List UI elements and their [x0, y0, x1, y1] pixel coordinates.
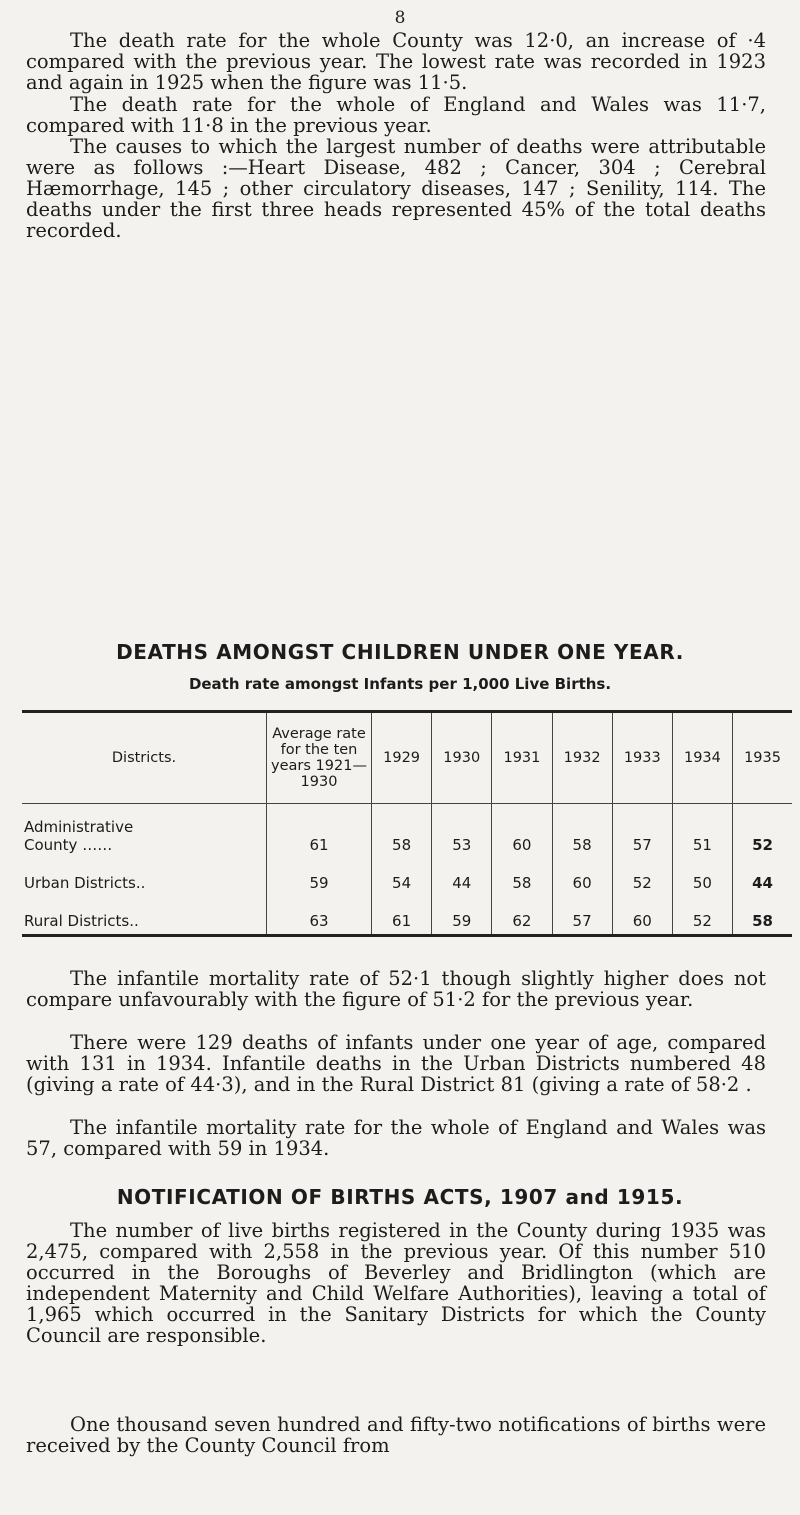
value-cell: 52 [672, 896, 732, 936]
section-heading-infant-deaths: DEATHS AMONGST CHILDREN UNDER ONE YEAR. [116, 640, 684, 664]
header-1930: 1930 [432, 712, 492, 804]
section-heading-notification: NOTIFICATION OF BIRTHS ACTS, 1907 and 1915. [116, 1185, 684, 1209]
paragraph-text: The infantile mortality rate of 52·1 though slightly higher does not compare unfavourably with the figure of 51·2 for the previous year. [26, 967, 766, 1011]
infant-death-rate-table [22, 710, 792, 937]
value-cell: 52 [612, 858, 672, 896]
table-row [22, 804, 792, 859]
header-average-rate: Average rate for the ten years 1921—1930 [267, 712, 372, 804]
value-cell: 60 [552, 858, 612, 896]
value-cell: 63 [267, 896, 372, 936]
table-row [22, 858, 792, 896]
value-cell: 44 [432, 858, 492, 896]
value-cell: 44 [733, 858, 792, 896]
paragraph-text: One thousand seven hundred and fifty-two notifications of births were received by the County Council from [26, 1413, 766, 1457]
table-caption: Death rate amongst Infants per 1,000 Live Births. [188, 675, 612, 693]
paragraph-notifications [26, 1414, 766, 1456]
value-cell: 59 [432, 896, 492, 936]
header-1933: 1933 [612, 712, 672, 804]
table-header-row [22, 712, 792, 804]
paragraph-text: The infantile mortality rate for the whole of England and Wales was 57, compared with 59 in 1934. [26, 1116, 766, 1160]
value-cell: 60 [612, 896, 672, 936]
paragraph-causes-of-death [26, 136, 766, 241]
paragraph-text: The number of live births registered in the County during 1935 was 2,475, compared with 2,558 in the previous year. Of this number 510 occurred in the Boroughs of Beverley and Bridlington (which are independent Maternity and Child Welfare Authorities), leaving a total of 1,965 which occurred in the Sanitary Districts for which the County Council are responsible. [26, 1219, 766, 1347]
value-cell: 57 [552, 896, 612, 936]
district-cell: Urban Districts.. [24, 874, 146, 892]
header-districts: Districts. [22, 712, 267, 804]
header-1932: 1932 [552, 712, 612, 804]
paragraph-infantile-rate [26, 968, 766, 1010]
value-cell: 62 [492, 896, 552, 936]
paragraph-text: The death rate for the whole County was 12·0, an increase of ·4 compared with the previous year. The lowest rate was recorded in 1923 and again in 1925 when the figure was 11·5. [26, 29, 766, 94]
paragraph-text: The death rate for the whole of England and Wales was 11·7, compared with 11·8 in the previous year. [26, 93, 766, 137]
value-cell: 58 [552, 804, 612, 859]
value-cell: 57 [612, 804, 672, 859]
header-1931: 1931 [492, 712, 552, 804]
value-cell: 60 [492, 804, 552, 859]
value-cell: 50 [672, 858, 732, 896]
paragraph-death-rate-county [26, 30, 766, 93]
header-1934: 1934 [672, 712, 732, 804]
header-1935: 1935 [733, 712, 792, 804]
paragraph-text: There were 129 deaths of infants under one year of age, compared with 131 in 1934. Infantile deaths in the Urban Districts numbered 48 (giving a rate of 44·3), and in the Rural District 81 (giving a rate of 58·2 . [26, 1031, 766, 1096]
header-1929: 1929 [372, 712, 432, 804]
paragraph-death-rate-england [26, 94, 766, 136]
table-row [22, 896, 792, 936]
paragraph-live-births [26, 1220, 766, 1346]
paragraph-text: The causes to which the largest number of deaths were attributable were as follows :—Heart Disease, 482 ; Cancer, 304 ; Cerebral Hæmorrhage, 145 ; other circulatory diseases, 147 ; Senility, 114. The deaths under the first three heads represented 45% of the total deaths recorded. [26, 135, 766, 242]
value-cell: 58 [492, 858, 552, 896]
value-cell: 61 [267, 804, 372, 859]
value-cell: 53 [432, 804, 492, 859]
value-cell: 58 [372, 804, 432, 859]
paragraph-england-infantile [26, 1117, 766, 1159]
value-cell: 54 [372, 858, 432, 896]
value-cell: 58 [733, 896, 792, 936]
district-cell [22, 804, 267, 859]
value-cell: 59 [267, 858, 372, 896]
value-cell: 51 [672, 804, 732, 859]
district-name-line2: County …… [24, 836, 113, 854]
district-name: Administrative [24, 818, 134, 836]
page-number: 8 [394, 8, 406, 28]
paragraph-infant-deaths [26, 1032, 766, 1095]
district-cell: Rural Districts.. [24, 912, 139, 930]
value-cell: 61 [372, 896, 432, 936]
value-cell: 52 [733, 804, 792, 859]
